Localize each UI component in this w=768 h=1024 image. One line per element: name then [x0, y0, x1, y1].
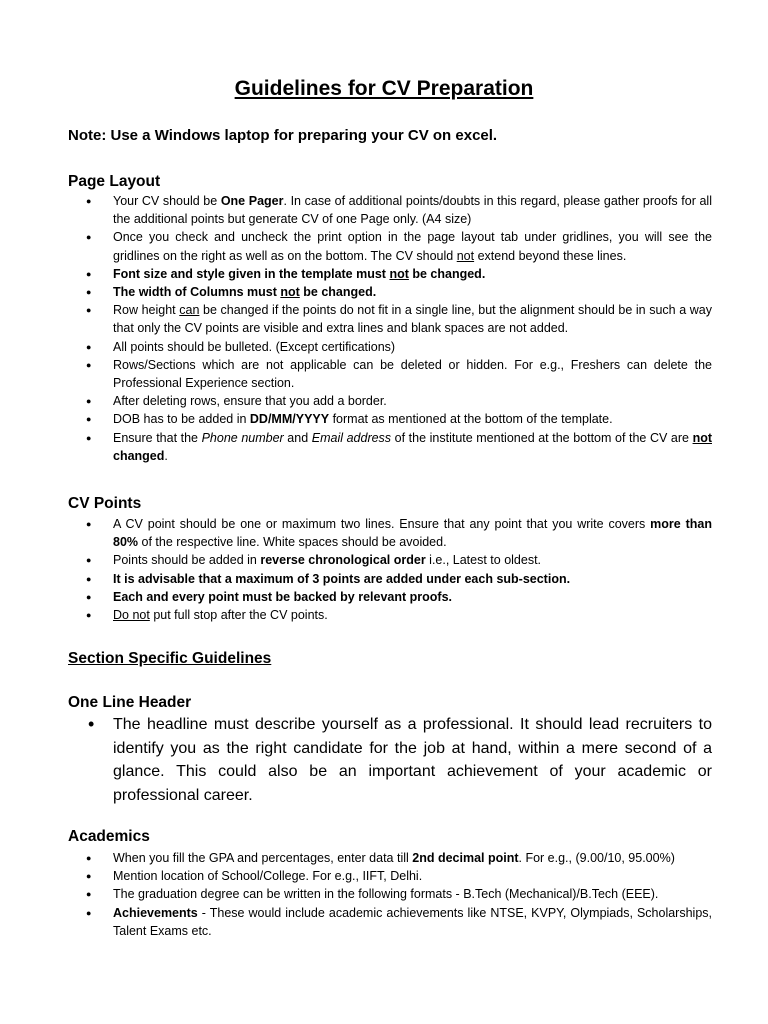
- list-item: ● All points should be bulleted. (Except certifications): [86, 338, 712, 356]
- list-item: ● Font size and style given in the template must not be changed.: [86, 265, 712, 283]
- one-line-header-heading: One Line Header: [68, 694, 192, 711]
- list-item: ● After deleting rows, ensure that you add a border.: [86, 392, 712, 410]
- academics-list: [86, 849, 712, 940]
- list-item: ● Rows/Sections which are not applicable can be deleted or hidden. For e.g., Freshers can delete the Professional Experience section.: [86, 356, 712, 392]
- list-item: ● Points should be added in reverse chronological order i.e., Latest to oldest.: [86, 551, 712, 569]
- cv-points-heading: CV Points: [68, 495, 142, 512]
- list-item: ● Mention location of School/College. For e.g., IIFT, Delhi.: [86, 867, 712, 885]
- list-item: ● A CV point should be one or maximum two lines. Ensure that any point that you write covers more than 80% of the respective line. White spaces should be avoided.: [86, 515, 712, 551]
- page-layout-list: [86, 192, 712, 465]
- list-item: ● DOB has to be added in DD/MM/YYYY format as mentioned at the bottom of the template.: [86, 410, 712, 428]
- list-item: • The headline must describe yourself as a professional. It should lead recruiters to identify you as the right candidate for the job at hand, within a mere second of a glance. This could also be an important achievement of your academic or professional career.: [88, 713, 712, 807]
- page-title: Guidelines for CV Preparation: [234, 77, 534, 100]
- list-item: ● Row height can be changed if the points do not fit in a single line, but the alignment should be in such a way that only the CV points are visible and extra lines and blank spaces are not added.: [86, 301, 712, 337]
- list-item: ● The graduation degree can be written in the following formats - B.Tech (Mechanical)/B.Tech (EEE).: [86, 885, 712, 903]
- section-specific-heading: Section Specific Guidelines: [68, 650, 272, 667]
- list-item: ● Once you check and uncheck the print option in the page layout tab under gridlines, you will see the gridlines on the right as well as on the bottom. The CV should not extend beyond these lines.: [86, 228, 712, 264]
- cv-points-list: [86, 515, 712, 624]
- list-item: ● Achievements - These would include academic achievements like NTSE, KVPY, Olympiads, Scholarships, Talent Exams etc.: [86, 904, 712, 940]
- note-text: Note: Use a Windows laptop for preparing your CV on excel.: [68, 127, 498, 144]
- academics-heading: Academics: [68, 828, 150, 845]
- one-line-header-list: [88, 713, 712, 807]
- list-item: ● It is advisable that a maximum of 3 points are added under each sub-section.: [86, 570, 712, 588]
- list-item: ● Your CV should be One Pager. In case of additional points/doubts in this regard, please gather proofs for all the additional points but generate CV of one Page only. (A4 size): [86, 192, 712, 228]
- list-item: ● Each and every point must be backed by relevant proofs.: [86, 588, 712, 606]
- page-layout-heading: Page Layout: [68, 173, 161, 190]
- list-item: ● Ensure that the Phone number and Email address of the institute mentioned at the bottom of the CV are not changed.: [86, 429, 712, 465]
- list-item: ● Do not put full stop after the CV points.: [86, 606, 712, 624]
- list-item: ● The width of Columns must not be changed.: [86, 283, 712, 301]
- list-item: ● When you fill the GPA and percentages, enter data till 2nd decimal point. For e.g., (9.00/10, 95.00%): [86, 849, 712, 867]
